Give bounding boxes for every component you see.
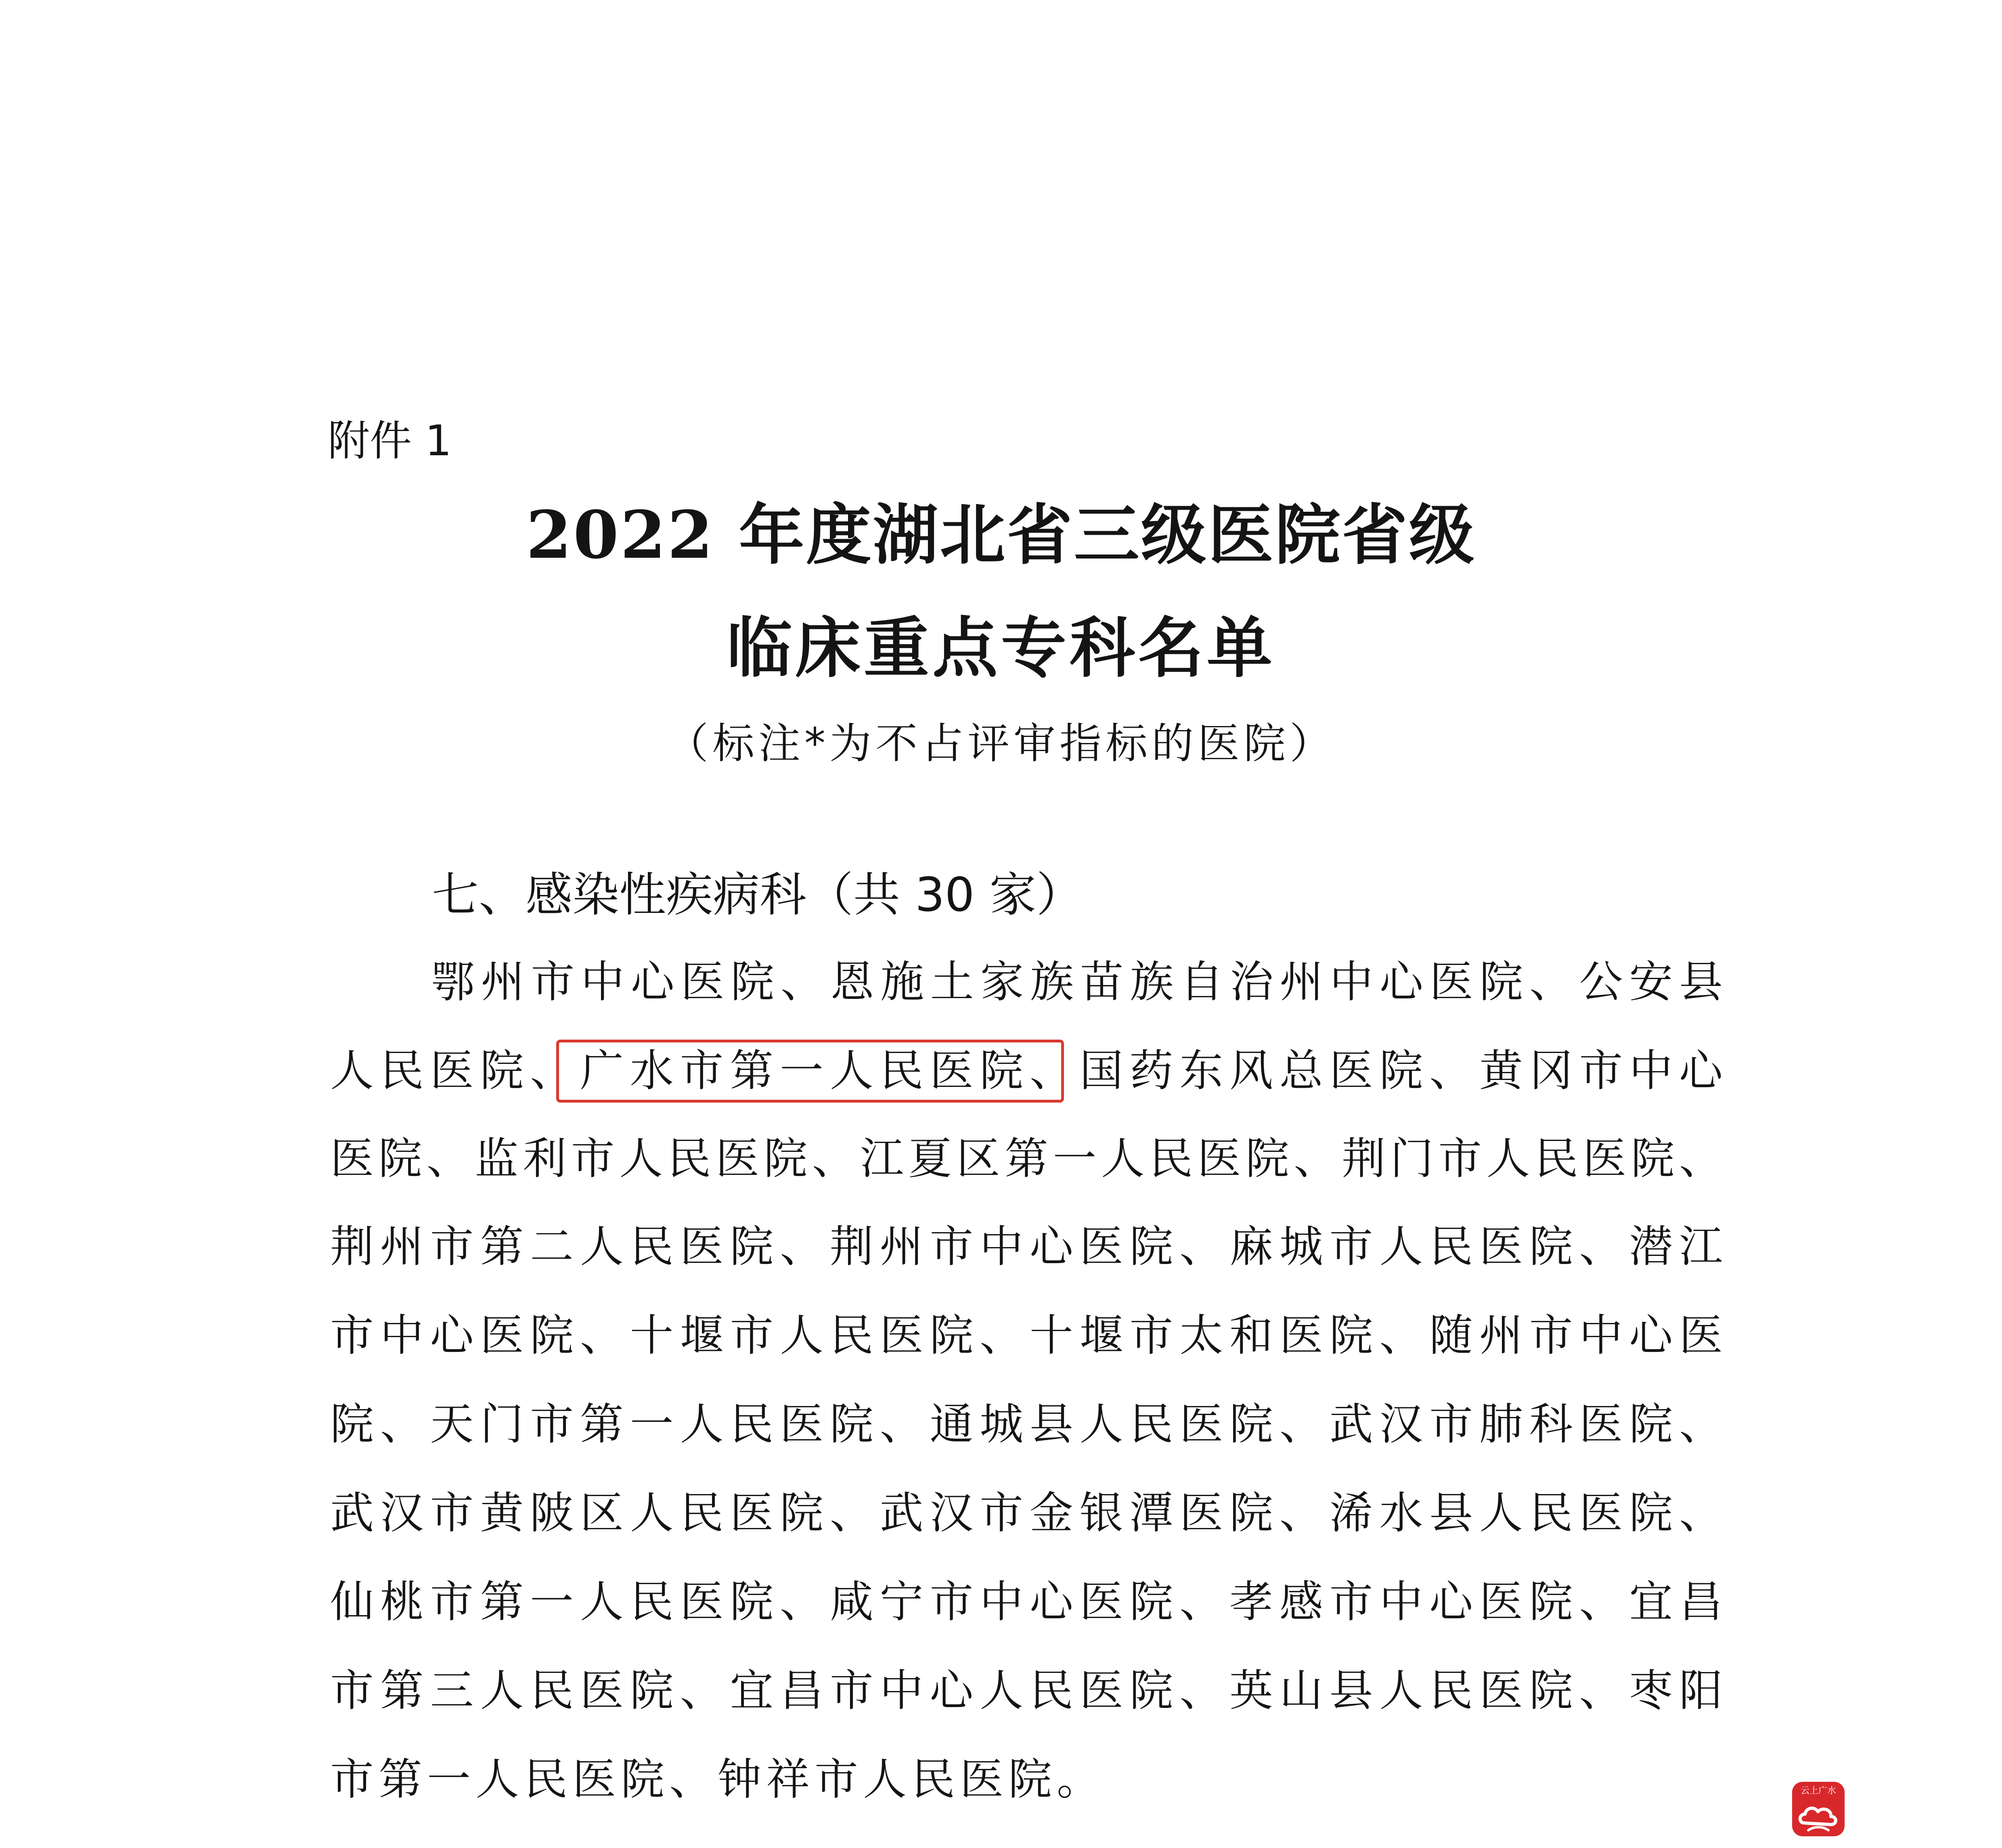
body-line-3: 医院、监利市人民医院、江夏区第一人民医院、荆门市人民医院、 [330,1134,1723,1184]
attachment-label: 附件 1 [328,416,452,465]
body-line-5: 市中心医院、十堰市人民医院、十堰市太和医院、随州市中心医 [330,1310,1723,1361]
highlight-box [556,1040,1064,1103]
body-line-9: 市第三人民医院、宜昌市中心人民医院、英山县人民医院、枣阳 [330,1666,1723,1716]
body-line-1: 鄂州市中心医院、恩施土家族苗族自治州中心医院、公安县 [431,957,1723,1007]
watermark-logo [1792,1782,1845,1836]
body-line-2: 人民医院、广水市第一人民医院、国药东风总医院、黄冈市中心 [330,1046,1723,1096]
body-line-4: 荆州市第二人民医院、荆州市中心医院、麻城市人民医院、潜江 [330,1222,1723,1272]
body-line-8: 仙桃市第一人民医院、咸宁市中心医院、孝感市中心医院、宜昌 [330,1577,1723,1627]
cloud-icon [1796,1798,1841,1834]
subtitle-note: （标注*为不占评审指标的医院） [666,719,1336,768]
body-line-7: 武汉市黄陂区人民医院、武汉市金银潭医院、浠水县人民医院、 [330,1488,1723,1538]
page-title-line-1: 2022 年度湖北省三级医院省级 [526,497,1476,573]
body-line-6: 院、天门市第一人民医院、通城县人民医院、武汉市肺科医院、 [330,1399,1723,1450]
page-title-line-2: 临床重点专科名单 [727,610,1275,686]
section-heading: 七、感染性疾病科（共 30 家） [432,868,1083,922]
body-line-10: 市第一人民医院、钟祥市人民医院。 [330,1754,1106,1805]
watermark-text: 云上广水 [1800,1786,1836,1796]
